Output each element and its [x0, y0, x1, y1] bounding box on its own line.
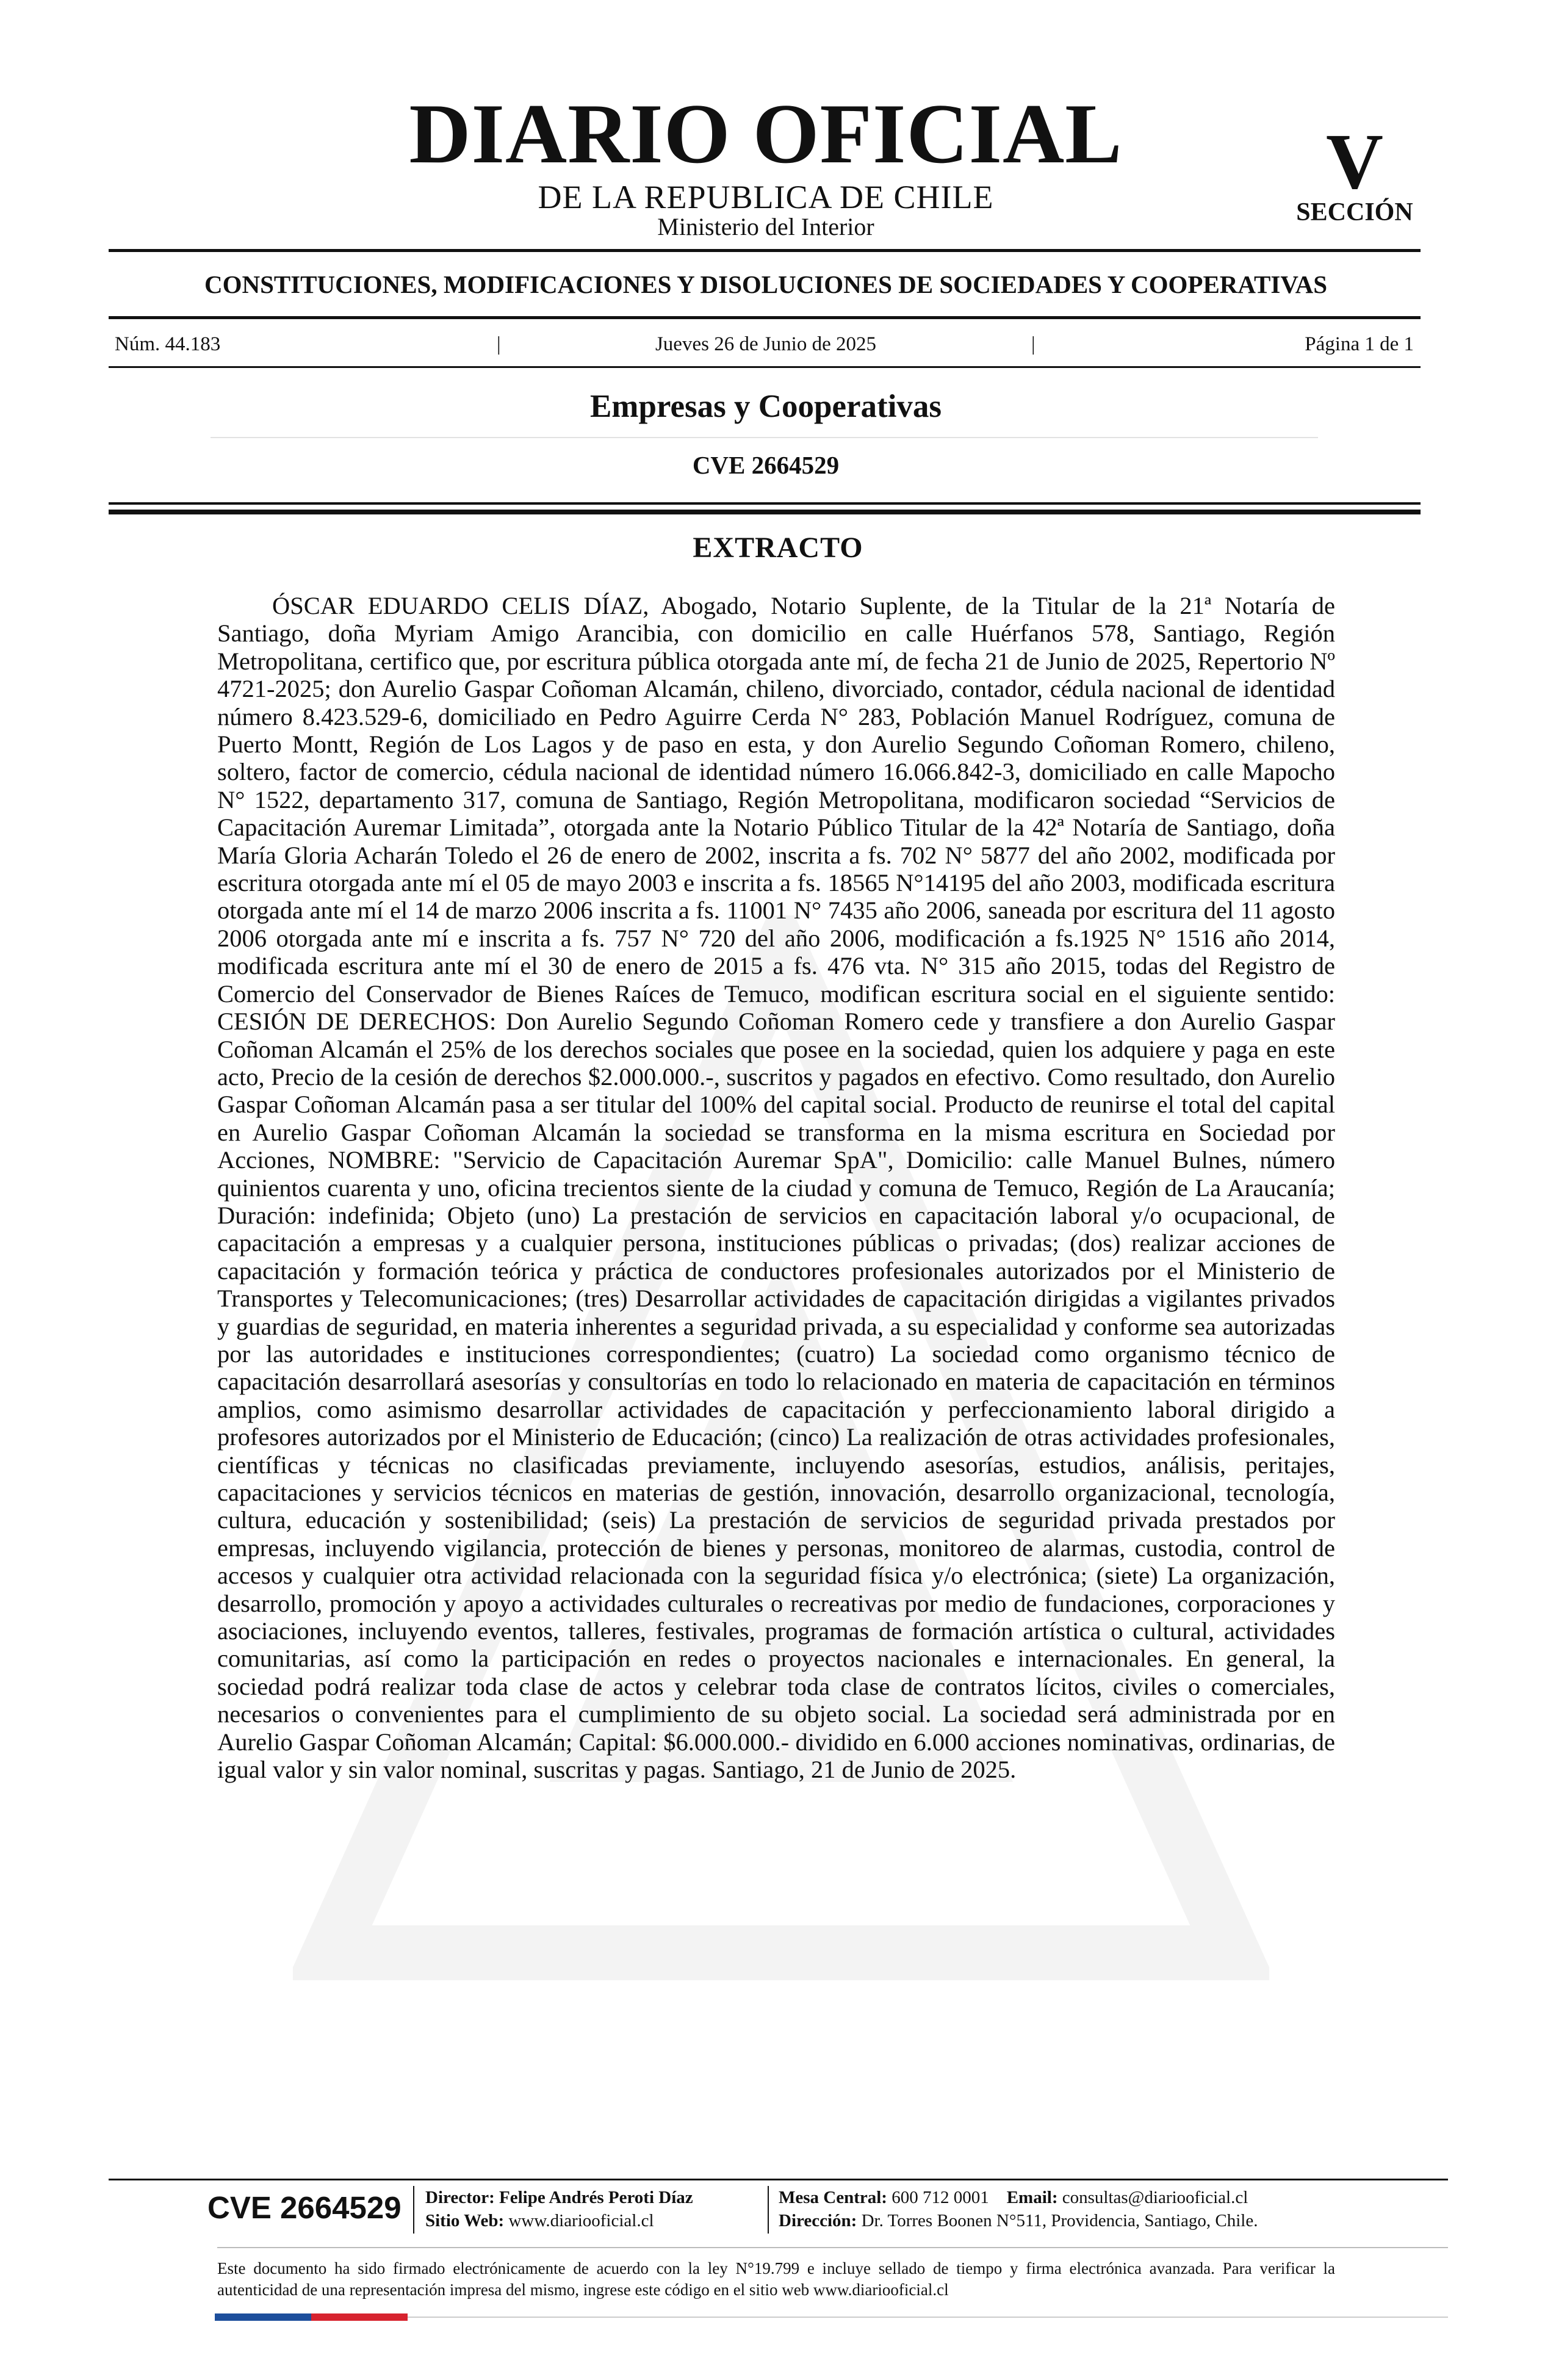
masthead-title: DIARIO OFICIAL	[409, 87, 1123, 181]
section-banner: CONSTITUCIONES, MODIFICACIONES Y DISOLUCIONES DE SOCIEDADES Y COOPERATIVAS	[204, 270, 1328, 298]
footer-baseline	[408, 2317, 1448, 2318]
info-separator: |	[1031, 333, 1036, 355]
masthead-ministry: Ministerio del Interior	[657, 213, 874, 240]
address-text: Dr. Torres Boonen N°511, Providencia, Santiago, Chile.	[861, 2211, 1258, 2230]
section-label: SECCIÓN	[1296, 198, 1413, 226]
footer-cve-code: CVE 2664529	[207, 2190, 402, 2225]
thin-divider	[211, 437, 1318, 438]
footer-director-block	[425, 2186, 693, 2232]
info-separator: |	[497, 333, 501, 355]
address-label: Dirección:	[779, 2211, 857, 2230]
footer-contact-block	[779, 2186, 1258, 2232]
document-heading: EXTRACTO	[693, 532, 863, 564]
flag-stripe-blue	[215, 2313, 311, 2321]
director-name: Felipe Andrés Peroti Díaz	[499, 2188, 693, 2207]
divider	[109, 510, 1421, 514]
section-letter: V	[1326, 118, 1383, 206]
email-link[interactable]: consultas@diariooficial.cl	[1062, 2188, 1248, 2207]
footer-thin-divider	[217, 2247, 1448, 2248]
phone-number: 600 712 0001	[891, 2188, 989, 2207]
document-body: ÓSCAR EDUARDO CELIS DÍAZ, Abogado, Notario Suplente, de la Titular de la 21ª Notaría de Santiago, doña Myriam Amigo Arancibia, con domicilio en calle Huérfanos 578, Santiago, Región Metropolitana, certifico que, por escritura pública otorgada ante mí, de fecha 21 de Junio de 2025, Repertorio Nº 4721-2025; don Aurelio Gaspar Coñoman Alcamán, chileno, divorciado, contador, cédula nacional de identidad número 8.423.529-6, domiciliado en Pedro Aguirre Cerda N° 283, Población Manuel Rodríguez, comuna de Puerto Montt, Región de Los Lagos y de paso en esta, y don Aurelio Segundo Coñoman Romero, chileno, soltero, factor de comercio, cédula nacional de identidad número 16.066.842-3, domiciliado en calle Mapocho N° 1522, departamento 317, comuna de Santiago, Región Metropolitana, modificaron sociedad “Servicios de Capacitación Auremar Limitada”, otorgada ante la Notario Público Titular de la 42ª Notaría de Santiago, doña María Gloria Acharán Toledo el 26 de enero de 2002, inscrita a fs. 702 N° 5877 del año 2002, modificada por escritura otorgada ante mí el 05 de mayo 2003 e inscrita a fs. 18565 N°14195 del año 2003, modificada escritura otorgada ante mí el 14 de marzo 2006 inscrita a fs. 11001 N° 7435 año 2006, saneada por escritura del 11 agosto 2006 otorgada ante mí e inscrita a fs. 757 N° 720 del año 2006, modificación a fs.1925 N° 1516 año 2014, modificada escritura ante mí el 30 de enero de 2015 a fs. 476 vta. N° 315 año 2015, todas del Registro de Comercio del Conservador de Bienes Raíces de Temuco, modifican escritura social en el siguiente sentido: CESIÓN DE DERECHOS: Don Aurelio Segundo Coñoman Romero cede y transfiere a don Aurelio Gaspar Coñoman Alcamán el 25% de los derechos sociales que posee en la sociedad, quien los adquiere y paga en este acto, Precio de la cesión de derechos $2.000.000.-, suscritos y pagados en efectivo. Como resultado, don Aurelio Gaspar Coñoman Alcamán pasa a ser titular del 100% del capital social. Producto de reunirse el total del capital en Aurelio Gaspar Coñoman Alcamán la sociedad se transforma en la misma escritura en Sociedad por Acciones, NOMBRE: "Servicio de Capacitación Auremar SpA", Domicilio: calle Manuel Bulnes, número quinientos cuarenta y uno, oficina trecientos siente de la ciudad y comuna de Temuco, Región de La Araucanía; Duración: indefinida; Objeto (uno) La prestación de servicios en capacitación laboral y/o ocupacional, de capacitación a empresas y a cualquier persona, instituciones públicas o privadas; (dos) realizar acciones de capacitación y formación teórica y práctica de conductores profesionales autorizados por el Ministerio de Transportes y Telecomunicaciones; (tres) Desarrollar actividades de capacitación dirigidas a vigilantes privados y guardias de seguridad, en materia inherentes a seguridad privada, a su especialidad y conforme sea autorizadas por las autoridades e instituciones correspondientes; (cuatro) La sociedad como organismo técnico de capacitación desarrollará asesorías y consultorías en todo lo relacionado en materia de capacitación en términos amplios, como asimismo desarrollar actividades de capacitación y perfeccionamiento laboral dirigido a profesores autorizados por el Ministerio de Educación; (cinco) La realización de otras actividades profesionales, científicas y técnicas no clasificadas previamente, incluyendo asesorías, estudios, análisis, peritajes, capacitaciones y servicios técnicos en materias de gestión, innovación, desarrollo organizacional, tecnología, cultura, educación y sostenibilidad; (seis) La prestación de servicios de seguridad privada prestados por empresas, incluyendo vigilancia, protección de bienes y personas, monitoreo de alarmas, custodia, control de accesos y cualquier otra actividad relacionada con la seguridad física y/o electrónica; (siete) La organización, desarrollo, promoción y apoyo a actividades culturales o recreativas por medio de fundaciones, corporaciones y asociaciones, incluyendo eventos, talleres, festivales, programas de formación artística o cultural, actividades comunitarias, así como la participación en redes o proyectos nacionales e internacionales. En general, la sociedad podrá realizar toda clase de actos y celebrar toda clase de contratos lícitos, civiles o comerciales, necesarios o convenientes para el cumplimiento de su objeto social. La sociedad será administrada por en Aurelio Gaspar Coñoman Alcamán; Capital: $6.000.000.- dividido en 6.000 acciones nominativas, ordinarias, de igual valor y sin valor nominal, suscritas y pagas. Santiago, 21 de Junio de 2025.	[217, 592, 1335, 1784]
divider	[109, 316, 1421, 319]
issue-number: Núm. 44.183	[115, 333, 221, 355]
footer-divider	[109, 2179, 1448, 2180]
divider	[109, 366, 1421, 368]
flag-stripe-red	[311, 2313, 408, 2321]
divider	[109, 502, 1421, 505]
issue-date: Jueves 26 de Junio de 2025	[655, 333, 877, 355]
masthead-subtitle: DE LA REPUBLICA DE CHILE	[538, 179, 994, 215]
email-label: Email:	[1006, 2188, 1058, 2207]
legal-notice: Este documento ha sido firmado electrónicamente de acuerdo con la ley N°19.799 e incluye sellado de tiempo y firma electrónica avanzada. Para verificar la autenticidad de una representación impresa del mismo, ingrese este código en el sitio web www.diariooficial.cl	[217, 2259, 1335, 2299]
website-label: Sitio Web:	[425, 2211, 505, 2230]
website-link[interactable]: www.diariooficial.cl	[508, 2211, 654, 2230]
cve-code: CVE 2664529	[692, 451, 840, 479]
category-title: Empresas y Cooperativas	[589, 389, 942, 424]
page-number: Página 1 de 1	[1305, 333, 1414, 355]
phone-label: Mesa Central:	[779, 2188, 887, 2207]
director-label: Director:	[425, 2188, 495, 2207]
footer-column-divider	[413, 2186, 414, 2234]
divider	[109, 249, 1421, 252]
footer-column-divider	[768, 2186, 769, 2234]
